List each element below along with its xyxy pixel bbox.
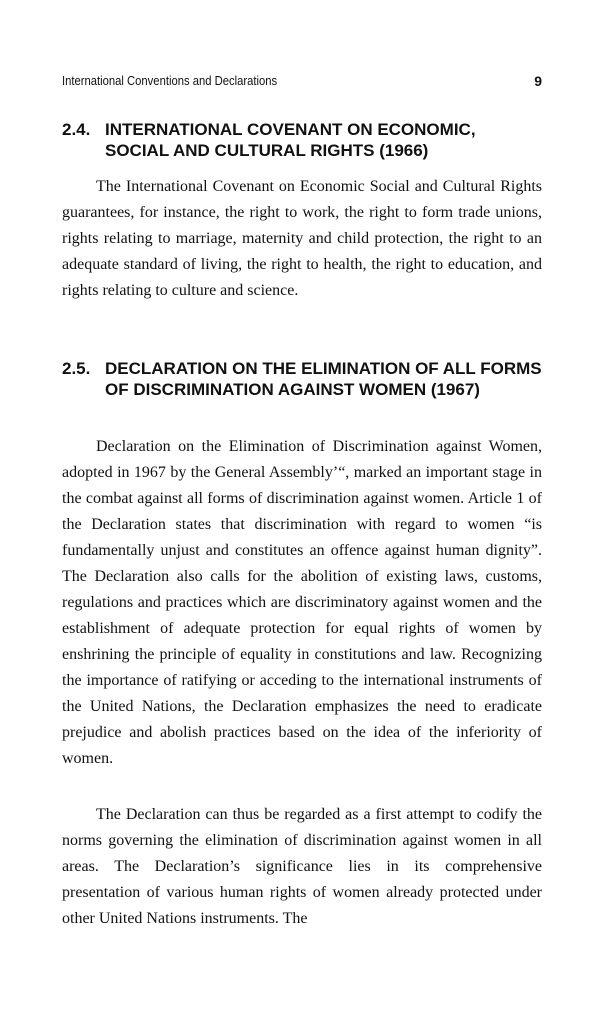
body-paragraph: The International Covenant on Economic Social and Cultural Rights guarantees, for instance, the right to work, the right to form trade unions, rights relating to marriage, maternity and child protection, the right to an adequate standard of living, the right to health, the right to education, and rights relating to culture and science.	[62, 178, 542, 299]
section-number: 2.4.	[62, 120, 91, 139]
section-heading-2-5	[62, 358, 542, 400]
page-number: 9	[534, 73, 542, 89]
section-heading-2-4	[62, 119, 542, 161]
body-paragraph: The Declaration can thus be regarded as a first attempt to codify the norms governing the elimination of discrimination against women in all areas. The Declaration’s significance lies in its comprehensive presentation of various human rights of women already protected under other United Nations instruments. The	[62, 806, 542, 927]
section-number: 2.5.	[62, 359, 91, 378]
section-title: INTERNATIONAL COVENANT ON ECONOMIC, SOCIAL AND CULTURAL RIGHTS (1966)	[105, 120, 476, 160]
section-title: DECLARATION ON THE ELIMINATION OF ALL FORMS OF DISCRIMINATION AGAINST WOMEN (1967)	[105, 359, 542, 399]
running-header-title: International Conventions and Declarations	[62, 74, 278, 88]
body-paragraph: Declaration on the Elimination of Discrimination against Women, adopted in 1967 by the General Assembly’“, marked an important stage in the combat against all forms of discrimination against women. Article 1 of the Declaration states that discrimination with regard to women “is fundamentally unjust and constitutes an offence against human dignity”. The Declaration also calls for the abolition of existing laws, customs, regulations and practices which are discriminatory against women and the establishment of adequate protection for equal rights of women by enshrining the principle of equality in constitutions and law. Recognizing the importance of ratifying or acceding to the international instruments of the United Nations, the Declaration emphasizes the need to eradicate prejudice and abolish practices based on the idea of the inferiority of women.	[62, 438, 542, 767]
running-header	[62, 74, 542, 94]
